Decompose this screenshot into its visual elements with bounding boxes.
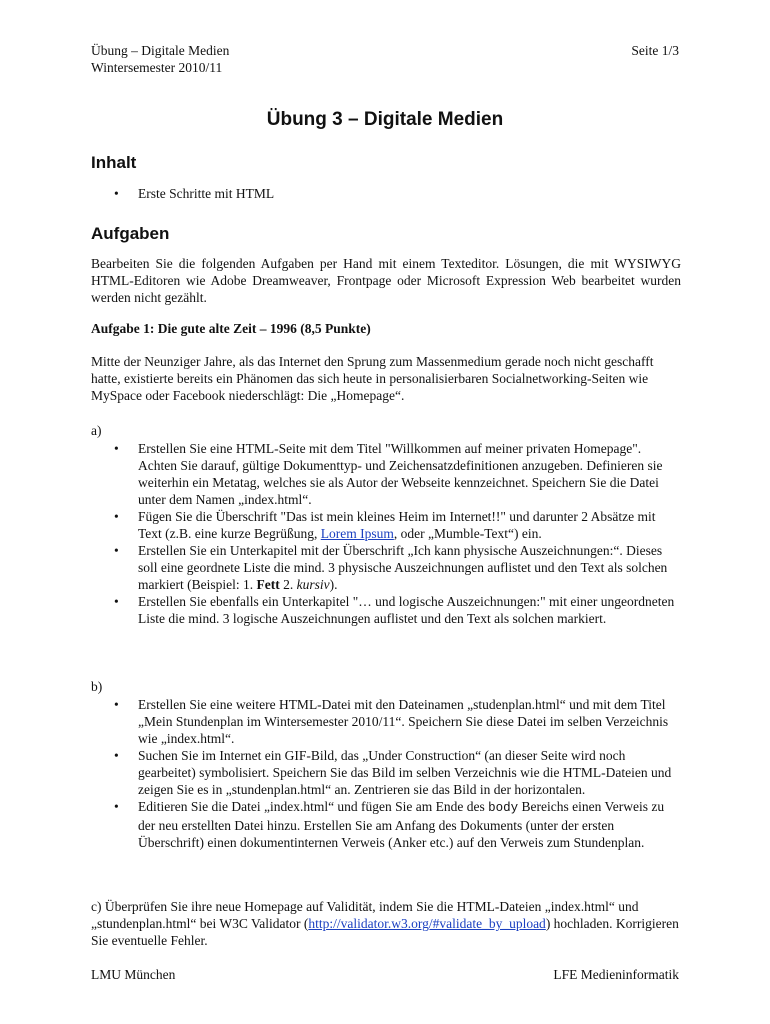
list-item: • Erstellen Sie ein Unterkapitel mit der Überschrift „Ich kann physische Auszeichnungen:“. Dieses soll eine geordnete Liste die mind. 3 physische Auszeichnungen auflistet und den Text als solchen markiert (Beispiel: 1. Fett 2. kursiv). <box>114 543 668 592</box>
list-item: • Fügen Sie die Überschrift "Das ist mein kleines Heim im Internet!!" und darunter 2 Absätze mit Text (z.B. eine kurze Begrüßung, Lorem Ipsum, oder „Mumble-Text“) ein. <box>114 509 656 541</box>
code-body: body <box>488 801 519 815</box>
validator-link[interactable]: http://validator.w3.org/#validate_by_upload <box>308 916 546 931</box>
list-item: • Suchen Sie im Internet ein GIF-Bild, das „Under Construction“ (an dieser Seite wird noch gearbeitet) symbolisiert. Speichern Sie das Bild im selben Verzeichnis wie die HTML-Dateien und zeigen Sie es in „stundenplan.html“ an. Zentrieren sie das Bild in der horizontalen. <box>114 748 672 797</box>
bullet-icon: • <box>114 509 119 524</box>
bullet-icon: • <box>114 748 119 763</box>
bullet-icon: • <box>114 799 119 814</box>
bullet-icon: • <box>114 543 119 558</box>
section-heading-inhalt: Inhalt <box>91 153 137 172</box>
part-b-list <box>91 696 681 851</box>
list-item: • Editieren Sie die Datei „index.html“ und fügen Sie am Ende des body Bereichs einen Verweis zu der neu erstellten Datei hinzu. Erstellen Sie am Anfang des Dokuments (unter der ersten Überschrift) einen dokumentinternen Verweis (Anker etc.) auf den Verweis zum Stundenplan. <box>114 799 665 850</box>
aufgabe1-intro: Mitte der Neunziger Jahre, als das Internet den Sprung zum Massenmedium gerade noch nicht geschafft hatte, existierte bereits ein Phänomen das sich heute in personalisierbaren Socialnetworking-Seiten wie MySpace oder Facebook niederschlägt: Die „Homepage“. <box>91 354 654 403</box>
part-b-label: b) <box>91 679 103 694</box>
inhalt-list <box>91 185 681 202</box>
bullet-icon: • <box>114 594 119 609</box>
list-item: • Erstellen Sie eine weitere HTML-Datei mit den Dateinamen „studenplan.html“ und mit dem Titel „Mein Stundenplan im Wintersemester 2010/11“. Speichern Sie diese Datei im selben Verzeichnis wie „index.html“. <box>114 697 669 746</box>
bullet-icon: • <box>114 441 119 456</box>
list-item: • Erstellen Sie eine HTML-Seite mit dem Titel "Willkommen auf meiner privaten Homepage". Achten Sie darauf, gültige Dokumenttyp- und Zeichensatzdefinitionen anzugeben. Definieren sie weiterhin ein Metatag, welches sie als Autor der Webseite kennzeichnet. Speichern Sie die Datei unter dem Namen „index.html“. <box>114 441 663 507</box>
document-title: Übung 3 – Digitale Medien <box>266 109 504 130</box>
page-footer <box>91 966 679 983</box>
part-c: c) Überprüfen Sie ihre neue Homepage auf Validität, indem Sie die HTML-Dateien „index.html“ und „stundenplan.html“ bei W3C Validator (http://validator.w3.org/#validate_by_upload) hochladen. Korrigieren Sie eventuelle Fehler. <box>91 899 679 948</box>
inhalt-list-item: • Erste Schritte mit HTML <box>91 185 681 202</box>
italic-example: kursiv <box>296 577 330 592</box>
section-heading-aufgaben: Aufgaben <box>91 224 170 243</box>
aufgabe1-heading: Aufgabe 1: Die gute alte Zeit – 1996 (8,5 Punkte) <box>91 321 371 336</box>
header-page-number: Seite 1/3 <box>631 43 679 58</box>
header-semester: Wintersemester 2010/11 <box>91 60 223 75</box>
bold-example: Fett <box>256 577 280 592</box>
lorem-ipsum-link[interactable]: Lorem Ipsum <box>320 526 394 541</box>
header-course: Übung – Digitale Medien <box>91 43 230 58</box>
bullet-icon: • <box>114 697 119 712</box>
part-a-list <box>91 440 681 627</box>
list-item: • Erstellen Sie ebenfalls ein Unterkapitel "… und logische Auszeichnungen:" mit einer ungeordneten Liste die mind. 3 logische Auszeichnungen auflistet und den Text als solchen markiert. <box>114 594 675 626</box>
part-a-label: a) <box>91 423 102 438</box>
footer-right: LFE Medieninformatik <box>553 967 679 982</box>
aufgaben-intro: Bearbeiten Sie die folgenden Aufgaben per Hand mit einem Texteditor. Lösungen, die mit WYSIWYG HTML-Editoren wie Adobe Dreamweaver, Frontpage oder Microsoft Expression Web bearbeitet wurden werden nicht gezählt. <box>91 256 681 305</box>
footer-left: LMU München <box>91 967 176 982</box>
page-header <box>91 42 679 76</box>
